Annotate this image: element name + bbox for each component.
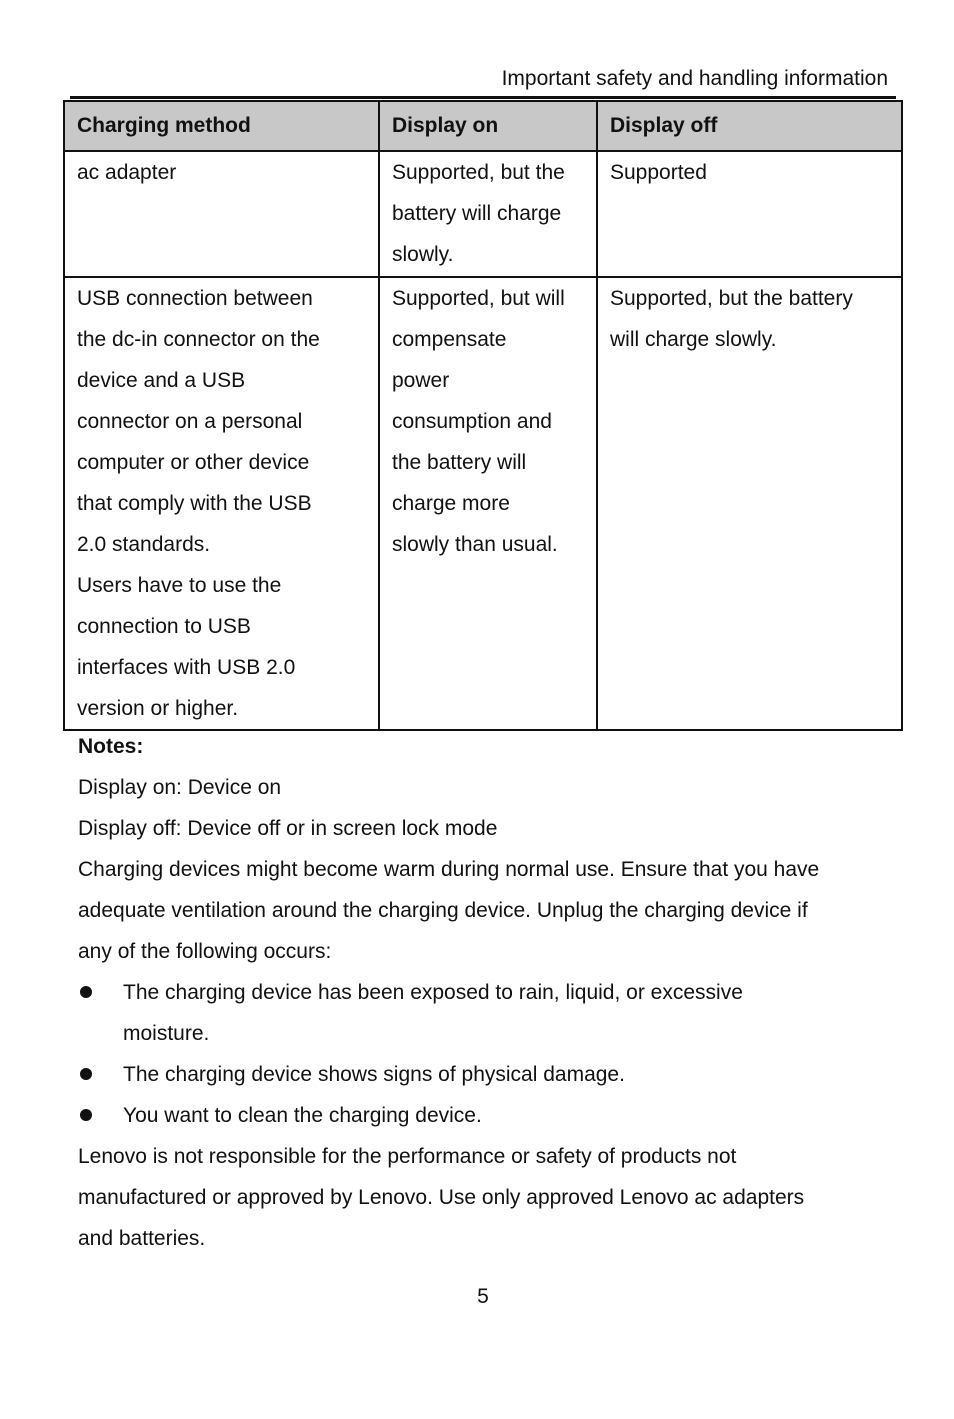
cell-line: that comply with the USB [77,492,312,515]
cell-line: consumption and [392,410,552,433]
cell-display-off [597,277,902,730]
cell-display-on [379,277,597,730]
display-on-note: Display on: Device on [78,776,282,799]
cell-line: connection to USB [77,615,251,638]
page-number: 5 [477,1285,489,1308]
cell-line: Supported, but the battery [610,287,853,310]
warning-line: any of the following occurs: [78,940,332,963]
cell-line: USB connection between [77,287,313,310]
table-row [64,151,902,277]
cell-line: interfaces with USB 2.0 [77,656,296,679]
cell-line: 2.0 standards. [77,533,211,556]
cell-line: device and a USB [77,369,246,392]
cell-line: will charge slowly. [610,328,777,351]
cell-line: battery will charge [392,202,562,225]
column-header-display-off: Display off [597,101,902,151]
cell-line: charge more [392,492,510,515]
unplug-conditions-list [78,972,908,1136]
charging-methods-table [63,100,903,731]
warning-line: adequate ventilation around the charging device. Unplug the charging device if [78,899,808,922]
bullet-icon [80,986,92,998]
notes-heading: Notes: [78,735,144,758]
cell-line: Supported, but the [392,161,565,184]
cell-line: Users have to use the [77,574,282,597]
table-row [64,277,902,730]
cell-line: the dc-in connector on the [77,328,320,351]
list-item-text: The charging device shows signs of physical damage. [123,1063,625,1086]
cell-line: Supported [610,161,707,184]
cell-display-off [597,151,902,277]
disclaimer-line: and batteries. [78,1227,206,1250]
cell-line: the battery will [392,451,527,474]
cell-line: version or higher. [77,697,239,720]
cell-charging-method [64,151,379,277]
list-item-text: The charging device has been exposed to rain, liquid, or excessive [123,981,743,1004]
cell-line: Supported, but will [392,287,565,310]
list-item-text: You want to clean the charging device. [123,1104,482,1127]
cell-line: connector on a personal [77,410,303,433]
list-item [78,1054,908,1095]
cell-line: slowly than usual. [392,533,558,556]
header-rule [70,96,896,99]
column-header-charging-method: Charging method [64,101,379,151]
bullet-icon [80,1109,92,1121]
column-header-display-on: Display on [379,101,597,151]
cell-line: slowly. [392,243,454,266]
disclaimer-line: Lenovo is not responsible for the performance or safety of products not [78,1145,737,1168]
cell-line: computer or other device [77,451,310,474]
list-item [78,972,908,1054]
display-off-note: Display off: Device off or in screen lock mode [78,817,498,840]
cell-line: ac adapter [77,161,177,184]
running-header: Important safety and handling information [501,67,888,90]
cell-line: compensate [392,328,507,351]
cell-line: power [392,369,450,392]
list-item-text: moisture. [123,1022,210,1045]
cell-charging-method [64,277,379,730]
notes-section [78,726,908,1259]
list-item [78,1095,908,1136]
table-header-row [64,101,902,151]
bullet-icon [80,1068,92,1080]
warning-line: Charging devices might become warm during normal use. Ensure that you have [78,858,820,881]
cell-display-on [379,151,597,277]
disclaimer-line: manufactured or approved by Lenovo. Use only approved Lenovo ac adapters [78,1186,805,1209]
